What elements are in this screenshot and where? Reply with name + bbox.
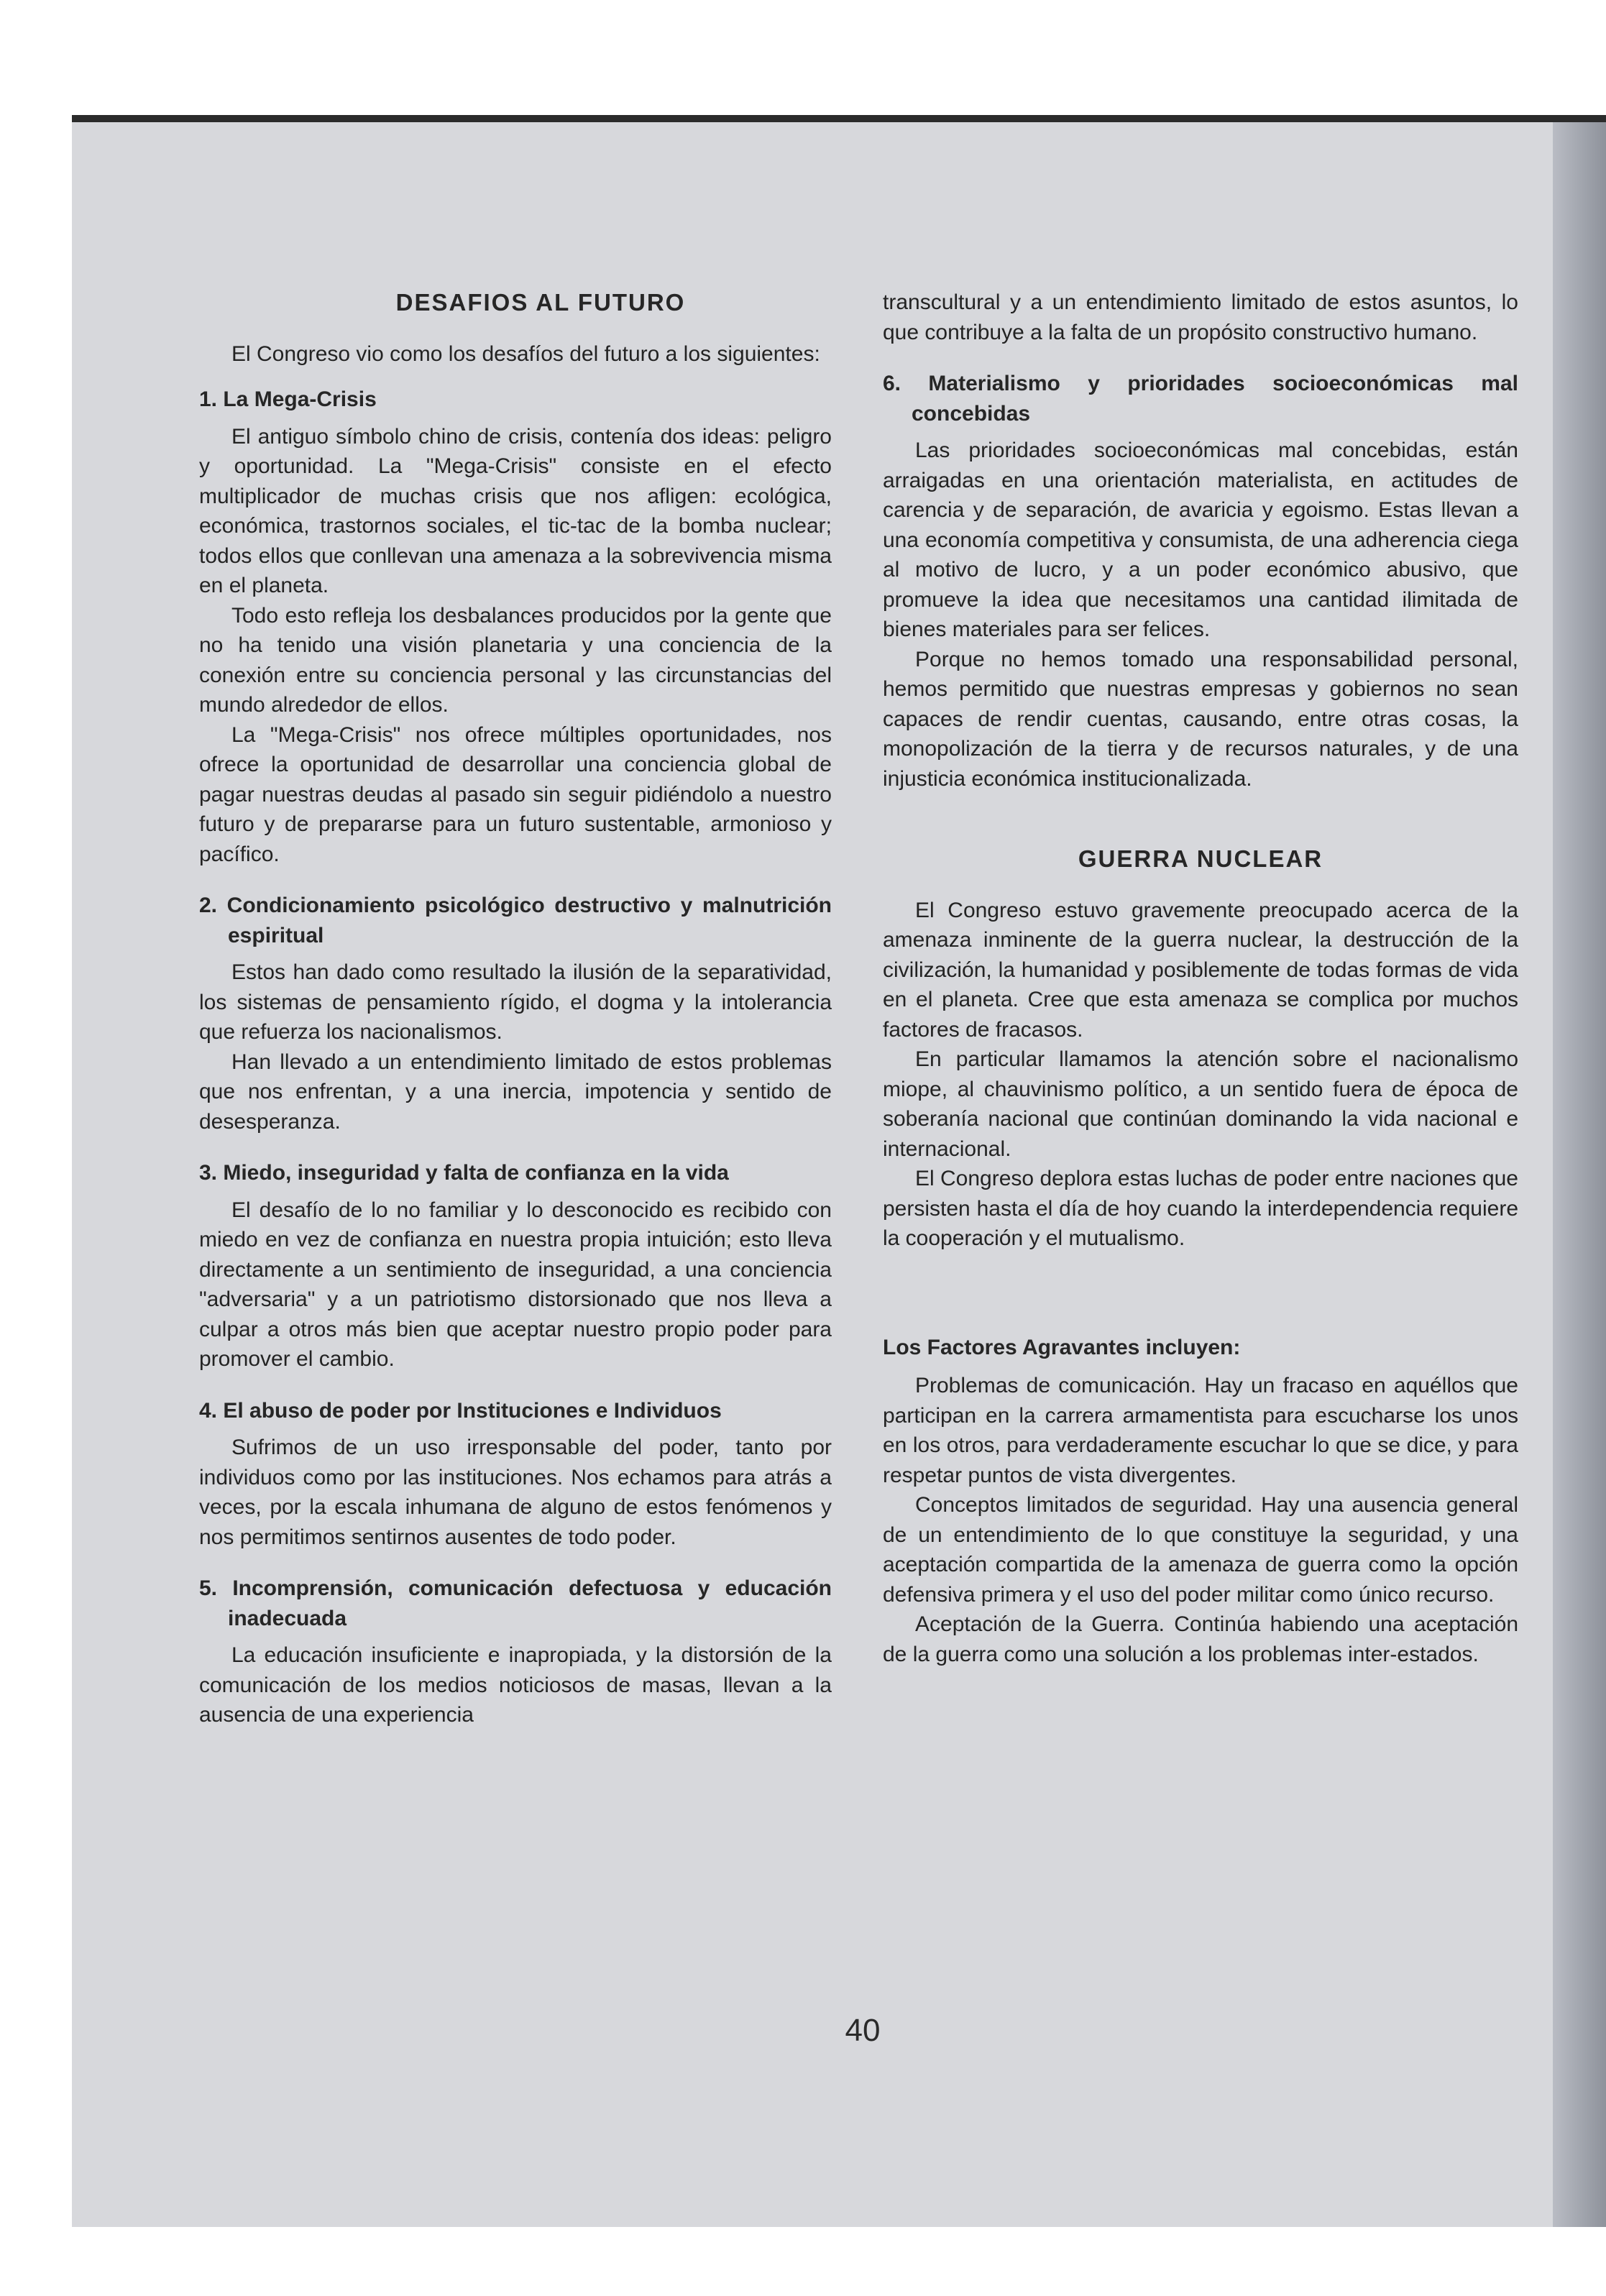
paragraph: El Congreso deplora estas luchas de poder entre naciones que persisten hasta el día de hoy cuando la interdependencia requiere la cooperación y el mutualismo. (883, 1167, 1518, 1250)
paragraph: La "Mega-Crisis" nos ofrece múltiples oportunidades, nos ofrece la oportunidad de desarrollar una conciencia global de pagar nuestras deudas al pasado sin seguir pidiéndolo a nuestro futuro y de prepararse para un futuro sustentable, armonioso y pacífico. (199, 722, 832, 866)
section-heading-nuclear: GUERRA NUCLEAR (1078, 845, 1323, 872)
paragraph: Sufrimos de un uso irresponsable del poder, tanto por individuos como por las instituciones. Nos echamos para atrás a veces, por la escala inhumana de alguno de estos fenómenos y nos permitimos sentirnos ausentes de todo poder. (199, 1436, 832, 1549)
paragraph: El desafío de lo no familiar y lo desconocido es recibido con miedo en vez de confianza en nuestra propia intuición; esto lleva directamente a un sentimiento de inseguridad, a una conciencia "adversaria" y a un patriotismo distorsionado que nos lleva a culpar a otros más bien que aceptar nuestro propio poder para promover el cambio. (199, 1198, 832, 1371)
paragraph: Conceptos limitados de seguridad. Hay una ausencia general de un entendimiento de lo que constituye la seguridad, y una aceptación compartida de la amenaza de guerra como la opción defensiva primera y el uso del poder militar como único recurso. (883, 1493, 1518, 1607)
top-border (72, 115, 1606, 122)
continuation-paragraph: transcultural y a un entendimiento limitado de estos asuntos, lo que contribuye a la falta de un propósito constructivo humano. (883, 290, 1518, 344)
paragraph: Estos han dado como resultado la ilusión de la separatividad, los sistemas de pensamiento rígido, el dogma y la intolerancia que refuerza los nacionalismos. (199, 960, 832, 1044)
bottom-margin (72, 2227, 1606, 2296)
paragraph: En particular llamamos la atención sobre el nacionalismo miope, al chauvinismo político, a un sentido fuera de época de soberanía nacional que continúan dominando la vida nacional e internacional. (883, 1047, 1518, 1161)
paragraph: El Congreso estuvo gravemente preocupado acerca de la amenaza inminente de la guerra nuclear, la destrucción de la civilización, la humanidad y posiblemente de todas formas de vida en el planeta. Cree que esta amenaza se complica por muchos factores de fracasos. (883, 898, 1518, 1042)
paragraph: El antiguo símbolo chino de crisis, contenía dos ideas: peligro y oportunidad. La "Mega-Crisis" consiste en el efecto multiplicador de muchas crisis que nos afligen: ecológica, económica, trastornos sociales, el tic-tac de la bomba nuclear; todos ellos que conllevan una amenaza a la sobrevivencia misma en el planeta. (199, 424, 832, 597)
page-number: 40 (845, 2013, 881, 2048)
item-title-6: 6. Materialismo y prioridades socioeconómicas mal concebidas (883, 372, 1518, 426)
item-title-2: 2. Condicionamiento psicológico destructivo y malnutrición espiritual (199, 894, 832, 947)
paragraph: Las prioridades socioeconómicas mal concebidas, están arraigadas en una orientación materialista, en actitudes de carencia y de separación, de avaricia y egoismo. Estas llevan a una economía competitiva y consumista, de una adherencia ciega al motivo de lucro, y a un poder económico abusivo, que promueve la idea que necesitamos una cantidad ilimitada de bienes materiales para ser felices. (883, 438, 1518, 641)
paragraph: Todo esto refleja los desbalances producidos por la gente que no ha tenido una visión planetaria y una conciencia de la conexión entre su conciencia personal y las circunstancias del mundo alrededor de ellos. (199, 603, 832, 717)
left-column (199, 288, 832, 1730)
paragraph: Problemas de comunicación. Hay un fracaso en aquéllos que participan en la carrera armamentista para escucharse los unos en los otros, para verdaderamente escuchar lo que se dice, y para respetar puntos de vista divergentes. (883, 1374, 1518, 1487)
right-column (883, 288, 1518, 1669)
item-title-1: 1. La Mega-Crisis (199, 387, 377, 411)
section-heading: DESAFIOS AL FUTURO (395, 289, 686, 316)
item-title-3: 3. Miedo, inseguridad y falta de confianza en la vida (199, 1161, 729, 1185)
paragraph: Porque no hemos tomado una responsabilidad personal, hemos permitido que nuestras empresas y gobiernos no sean capaces de rendir cuentas, causando, entre otras cosas, la monopolización de la tierra y de recursos naturales, y de una injusticia económica institucionalizada. (883, 647, 1518, 791)
paragraph: La educación insuficiente e inapropiada, y la distorsión de la comunicación de los medios noticiosos de masas, llevan a la ausencia de una experiencia (199, 1643, 832, 1727)
intro-paragraph: El Congreso vio como los desafíos del futuro a los siguientes: (231, 341, 820, 366)
paragraph: Aceptación de la Guerra. Continúa habiendo una aceptación de la guerra como una solución a los problemas inter-estados. (883, 1612, 1518, 1666)
page-edge-shadow (1553, 121, 1606, 2227)
item-title-5: 5. Incomprensión, comunicación defectuosa y educación inadecuada (199, 1576, 832, 1630)
paragraph: Han llevado a un entendimiento limitado de estos problemas que nos enfrentan, y a una inercia, impotencia y sentido de desesperanza. (199, 1050, 832, 1134)
item-title-4: 4. El abuso de poder por Instituciones e Individuos (199, 1398, 722, 1423)
factors-title: Los Factores Agravantes incluyen: (883, 1335, 1241, 1359)
